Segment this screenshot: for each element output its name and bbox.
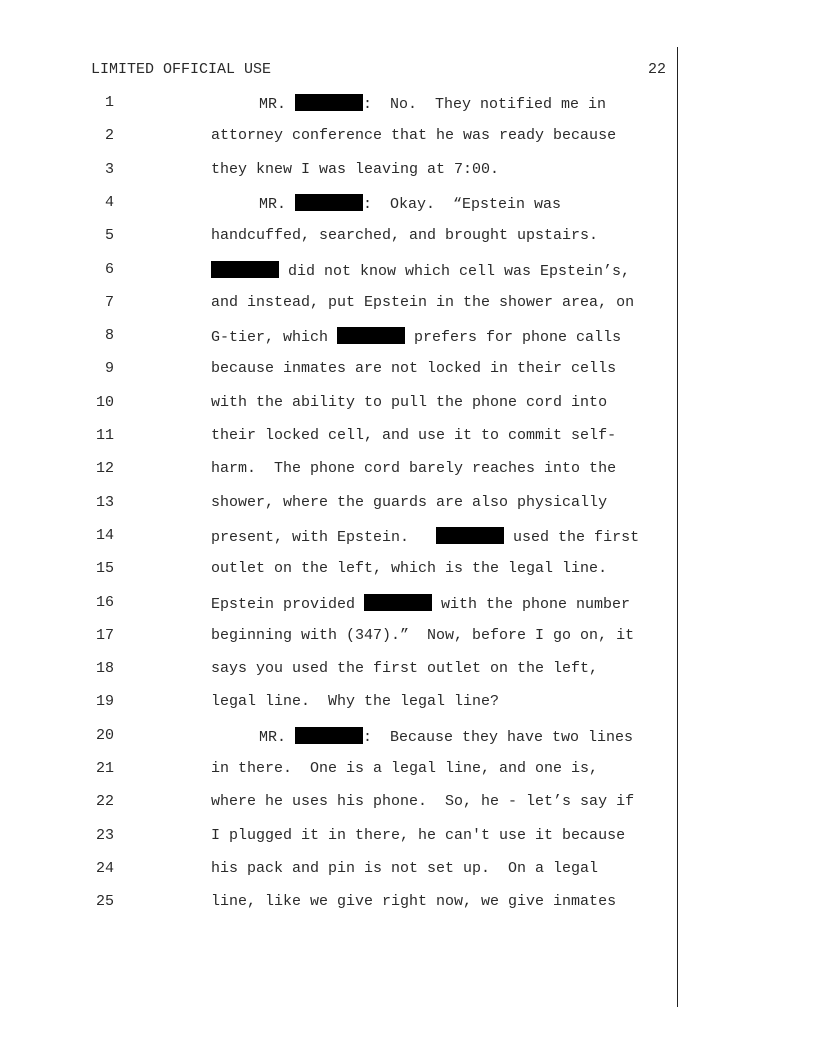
transcript-line xyxy=(0,327,816,347)
redaction-box xyxy=(295,727,363,744)
text-segment: with the phone number xyxy=(432,595,631,613)
text-segment: attorney conference that he was ready because xyxy=(211,127,617,145)
line-text xyxy=(211,527,639,546)
line-number: 12 xyxy=(95,460,114,478)
line-number: 15 xyxy=(95,560,114,578)
text-segment: their locked cell, and use it to commit self- xyxy=(211,427,617,444)
transcript-line xyxy=(0,827,816,847)
line-text xyxy=(211,860,598,877)
redaction-box xyxy=(337,327,405,344)
transcript-line xyxy=(0,161,816,181)
text-segment: because inmates are not locked in their cells xyxy=(211,360,617,378)
line-number: 9 xyxy=(104,360,114,378)
text-segment: says you used the first outlet on the left, xyxy=(211,660,599,678)
line-number: 10 xyxy=(95,393,114,411)
transcript-line xyxy=(0,860,816,880)
line-number: 6 xyxy=(104,260,114,278)
line-number: 8 xyxy=(104,327,114,345)
line-text xyxy=(211,360,616,377)
text-segment: : Because they have two lines xyxy=(363,728,634,746)
line-number: 17 xyxy=(95,626,114,644)
line-number: 20 xyxy=(95,726,114,744)
text-segment: and instead, put Epstein in the shower area, on xyxy=(211,293,635,311)
redaction-box xyxy=(436,527,504,544)
text-segment: MR. xyxy=(259,96,296,113)
line-text xyxy=(211,693,499,710)
line-number: 19 xyxy=(95,693,114,711)
line-text xyxy=(211,760,598,777)
transcript-line xyxy=(0,494,816,514)
line-number: 7 xyxy=(104,293,114,311)
line-text xyxy=(211,560,607,577)
line-number: 1 xyxy=(104,94,114,111)
transcript-line xyxy=(0,94,816,114)
text-segment: handcuffed, searched, and brought upstairs. xyxy=(211,227,599,245)
text-segment: line, like we give right now, we give inmates xyxy=(211,893,617,911)
text-segment: they knew I was leaving at 7:00. xyxy=(211,160,500,178)
line-text xyxy=(259,727,633,746)
line-number: 5 xyxy=(104,227,114,245)
transcript-line xyxy=(0,527,816,547)
transcript-line xyxy=(0,893,816,913)
text-segment: prefers for phone calls xyxy=(405,329,622,347)
line-number: 2 xyxy=(104,127,114,145)
text-segment: MR. xyxy=(259,195,296,213)
line-text xyxy=(211,660,598,677)
text-segment: Epstein provided xyxy=(211,595,365,613)
redaction-box xyxy=(364,594,432,611)
line-text xyxy=(211,494,607,511)
text-segment: : No. They notified me in xyxy=(363,96,607,113)
line-number: 3 xyxy=(104,160,114,178)
text-segment: G-tier, which xyxy=(211,329,338,347)
line-text xyxy=(211,893,616,910)
transcript-line xyxy=(0,394,816,414)
transcript-line xyxy=(0,560,816,580)
text-segment: I plugged it in there, he can't use it because xyxy=(211,826,626,844)
text-segment: where he uses his phone. So, he - let’s say if xyxy=(211,793,635,811)
transcript-line xyxy=(0,627,816,647)
transcript-line xyxy=(0,261,816,281)
text-segment: MR. xyxy=(259,728,296,746)
text-segment: legal line. Why the legal line? xyxy=(211,693,500,711)
line-number: 21 xyxy=(95,760,114,777)
line-text xyxy=(211,594,630,613)
line-number: 25 xyxy=(95,893,114,911)
transcript-line xyxy=(0,460,816,480)
line-text xyxy=(211,327,621,346)
line-text xyxy=(211,827,625,844)
line-text xyxy=(259,194,561,213)
line-text xyxy=(211,793,634,810)
text-segment: outlet on the left, which is the legal line. xyxy=(211,560,608,578)
text-segment: present, with Epstein. xyxy=(211,528,437,546)
line-number: 4 xyxy=(104,193,114,211)
line-number: 16 xyxy=(95,593,114,611)
line-number: 22 xyxy=(95,793,114,811)
line-text xyxy=(211,261,630,280)
transcript-line xyxy=(0,594,816,614)
text-segment: with the ability to pull the phone cord into xyxy=(211,393,608,411)
line-number: 24 xyxy=(95,859,114,877)
line-text xyxy=(211,394,607,411)
transcript-line xyxy=(0,660,816,680)
transcript-line xyxy=(0,427,816,447)
redaction-box xyxy=(211,261,279,278)
text-segment: : Okay. “Epstein was xyxy=(363,195,562,213)
text-segment: used the first xyxy=(504,528,640,546)
transcript-line xyxy=(0,194,816,214)
text-segment: harm. The phone cord barely reaches into the xyxy=(211,460,617,478)
redaction-box xyxy=(295,94,363,111)
transcript-line xyxy=(0,360,816,380)
transcript-line xyxy=(0,127,816,147)
line-text xyxy=(259,94,606,113)
transcript-line xyxy=(0,294,816,314)
text-segment: in there. One is a legal line, and one is, xyxy=(211,760,599,777)
text-segment: did not know which cell was Epstein’s, xyxy=(279,262,631,280)
line-text xyxy=(211,427,616,444)
line-text xyxy=(211,460,616,477)
line-text xyxy=(211,227,598,244)
page-number: 22 xyxy=(648,61,667,78)
line-number: 11 xyxy=(95,427,114,444)
page-header-marking: LIMITED OFFICIAL USE xyxy=(91,61,272,78)
transcript-line xyxy=(0,227,816,247)
line-number: 14 xyxy=(95,526,114,544)
transcript-line xyxy=(0,693,816,713)
text-segment: shower, where the guards are also physically xyxy=(211,493,608,511)
line-number: 23 xyxy=(95,826,114,844)
text-segment: beginning with (347).” Now, before I go on, it xyxy=(211,626,635,644)
text-segment: his pack and pin is not set up. On a legal xyxy=(211,859,599,877)
line-text xyxy=(211,127,616,144)
line-number: 18 xyxy=(95,660,114,678)
transcript-line xyxy=(0,760,816,780)
transcript-line xyxy=(0,793,816,813)
line-text xyxy=(211,294,634,311)
line-number: 13 xyxy=(95,493,114,511)
line-text xyxy=(211,161,499,178)
transcript-line xyxy=(0,727,816,747)
line-text xyxy=(211,627,634,644)
redaction-box xyxy=(295,194,363,211)
